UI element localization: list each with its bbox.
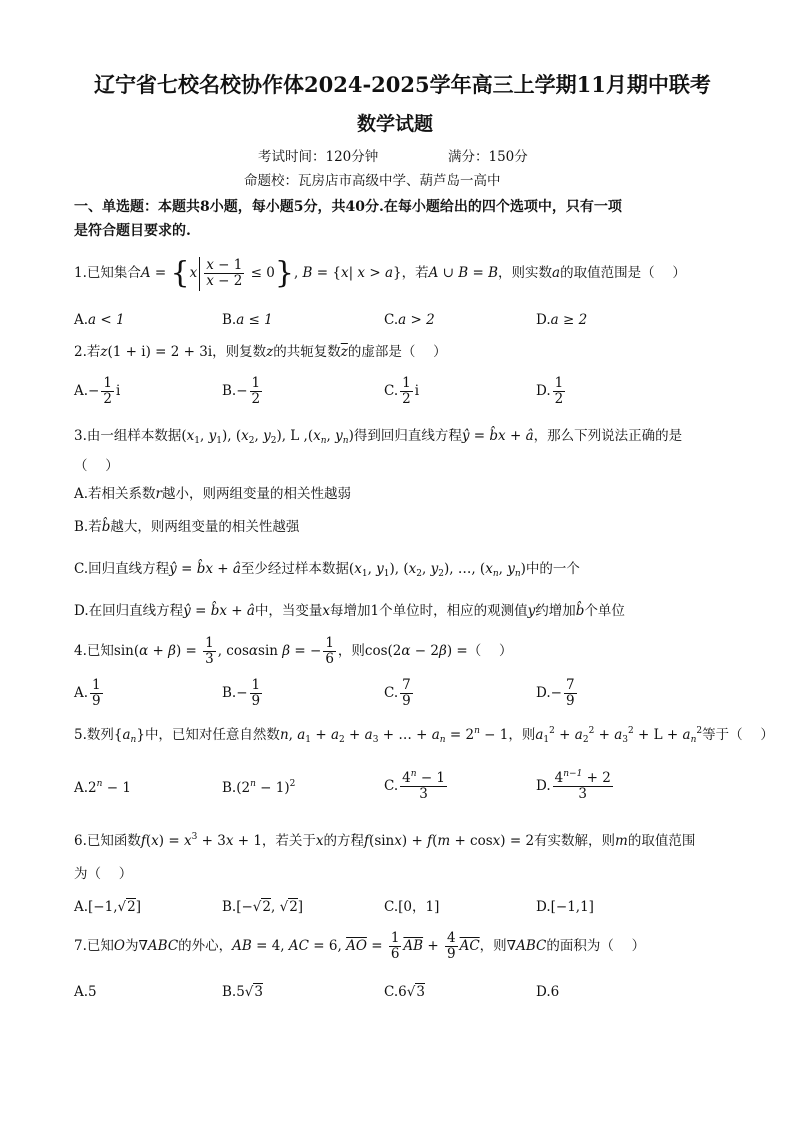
- q3-option-b[interactable]: B.若b̂越大，则两组变量的相关性越强: [74, 519, 300, 535]
- full-score: 满分：150分: [448, 149, 528, 165]
- q4-option-a[interactable]: A. $\frac{1}{9}$: [74, 677, 101, 709]
- q7-option-c[interactable]: C.6√3: [384, 984, 425, 1000]
- q7-option-d[interactable]: D.6: [536, 984, 560, 1000]
- q4-option-d[interactable]: D.− $\frac{7}{9}$: [536, 677, 575, 709]
- question-5: 5.数列$\{a_n\}$中，已知对任意自然数n, $a_1 + a_2 + a_3$ + … + $a_n = 2^n - 1$，则$a_1^2 + a_2^2 + a_3^2 + L + a_n^2$等于（ ）: [74, 726, 774, 745]
- q6-option-c[interactable]: C.[0，1]: [384, 899, 440, 915]
- question-1: 1.已知集合A = {x $\frac{x - 1}{x - 2}$ ≤ 0}, B = {x| x > a}，若A ∪ B = B，则实数a的取值范围是（ ）: [74, 255, 686, 291]
- q5-option-d[interactable]: D. $\frac{4^{n-1} + 2}{3}$: [536, 769, 611, 802]
- q6-option-d[interactable]: D.[−1,1]: [536, 899, 594, 915]
- question-3: 3.由一组样本数据($x_1$, $y_1$), ($x_2$, $y_2$), L $,(x_n$, $y_n$)得到回归直线方程ŷ = b̂x + â，那么下列说法正确的是: [74, 428, 683, 446]
- q1-option-c[interactable]: C.a > 2: [384, 312, 435, 328]
- q5-option-b[interactable]: $B.(2^n - 1)^2$: [222, 779, 296, 796]
- q3-option-d[interactable]: D.在回归直线方程ŷ = b̂x + â中，当变量x每增加1个单位时，相应的观测值y约增加b̂个单位: [74, 603, 625, 619]
- q6-option-a[interactable]: A.[−1,√2]: [74, 899, 141, 915]
- q2-option-a[interactable]: A.− $\frac{1}{2}$ i: [74, 375, 121, 407]
- question-4: 4.已知sin(α + β) = $\frac{1}{3}$ , cosαsin β = − $\frac{1}{6}$ ，则cos(2α − 2β) =（ ）: [74, 635, 513, 667]
- setter-school: 命题校：瓦房店市高级中学、葫芦岛一高中: [244, 173, 501, 189]
- q2-option-b[interactable]: B.− $\frac{1}{2}$: [222, 375, 261, 407]
- q4-option-c[interactable]: C. $\frac{7}{9}$: [384, 677, 411, 709]
- exam-subtitle: 数学试题: [357, 113, 434, 135]
- q2-option-d[interactable]: D. $\frac{1}{2}$: [536, 375, 564, 407]
- question-1-stem: 1.已知集合: [74, 265, 141, 281]
- section-heading-line1: 一、单选题：本题共8小题，每小题5分，共40分.在每小题给出的四个选项中，只有一项: [74, 199, 622, 215]
- q7-option-a[interactable]: A.5: [74, 984, 97, 1000]
- q3-option-c[interactable]: C.回归直线方程ŷ = b̂x + â至少经过样本数据($x_1$, $y_1$), ($x_2$, $y_2$), …, ($x_n$, $y_n$)中的一个: [74, 561, 580, 579]
- q5-option-a[interactable]: $A.2^n - 1$: [74, 779, 131, 796]
- q1-option-d[interactable]: D.a ≥ 2: [536, 312, 588, 328]
- q4-option-b[interactable]: B.− $\frac{1}{9}$: [222, 677, 261, 709]
- exam-time: 考试时间：120分钟: [258, 149, 379, 165]
- question-6: 6.已知函数$f(x) = x^3 + 3x + 1$，若关于x的方程f(sinx) + f(m + cosx) = 2有实数解，则m的取值范围: [74, 832, 696, 849]
- q5-option-c[interactable]: C. $\frac{4^n - 1}{3}$: [384, 769, 446, 802]
- question-2: 2.若z(1 + i) = 2 + 3i，则复数z的共轭复数$\overline{z}$的虚部是（ ）: [74, 344, 447, 360]
- question-3-blank: （ ）: [74, 458, 119, 474]
- q3-option-a[interactable]: A.若相关系数r越小，则两组变量的相关性越弱: [74, 486, 352, 502]
- section-heading-line2: 是符合题目要求的.: [74, 223, 191, 239]
- q1-option-a[interactable]: A.a < 1: [74, 312, 125, 328]
- exam-title: 辽宁省七校名校协作体2024-2025学年高三上学期11月期中联考: [94, 72, 711, 97]
- q7-option-b[interactable]: B.5√3: [222, 984, 264, 1000]
- q6-option-b[interactable]: B.[−√2, √2]: [222, 899, 304, 915]
- question-7: 7.已知O为∇ABC的外心，AB = 4, AC = 6, $\overline{AO}$ = $\frac{1}{6}$ $\overline{AB}$ + $\frac{4}{9}$ $\overline{AC}$，则∇ABC的面积为（ ）: [74, 930, 646, 962]
- q1-option-b[interactable]: B.a ≤ 1: [222, 312, 273, 328]
- q2-option-c[interactable]: C. $\frac{1}{2}$ i: [384, 375, 420, 407]
- question-6-blank: 为（ ）: [74, 866, 133, 882]
